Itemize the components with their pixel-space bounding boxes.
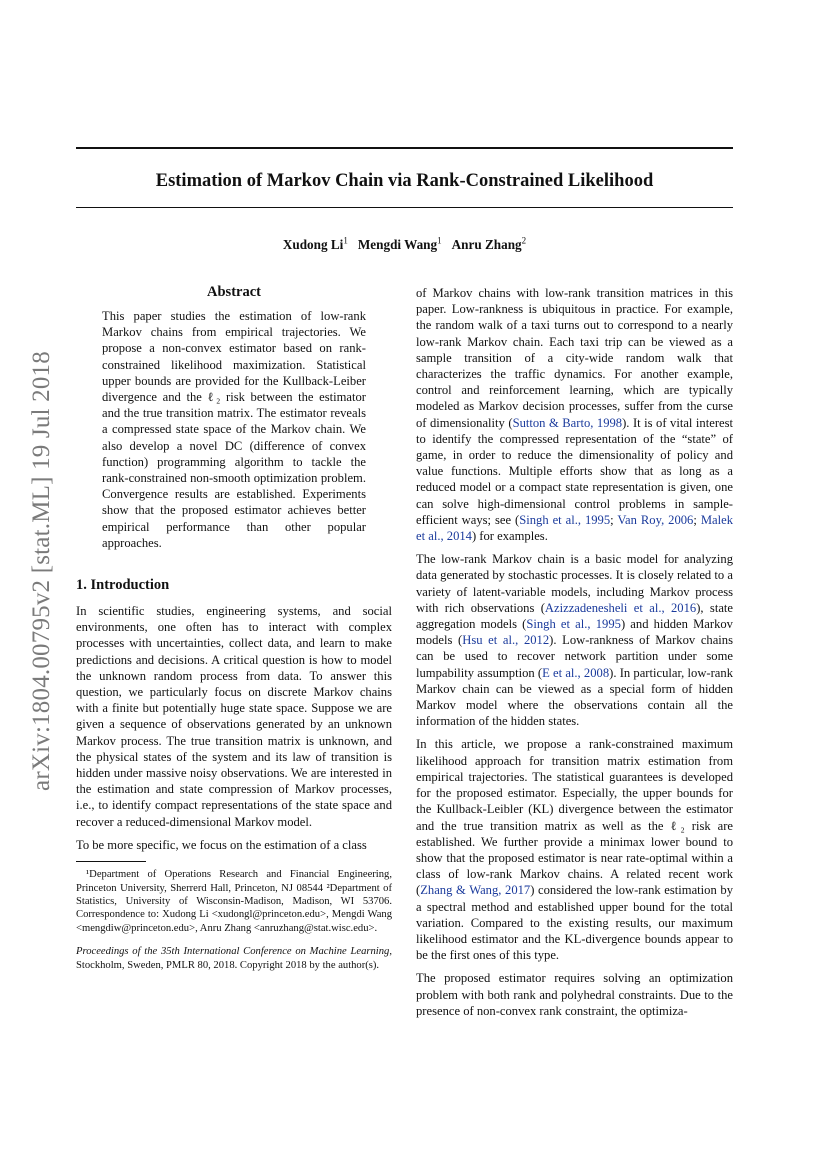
introduction-heading: 1. Introduction (76, 577, 170, 594)
body-paragraph (416, 285, 733, 544)
right-column (416, 285, 733, 1026)
text-run: In this article, we propose a rank-constrained maximum likelihood approach for transition matrix estimation from empirical trajectories. The statistical guarantees is developed for the proposed estimator. Especially, the upper bounds for the Kullback-Leibler (KL) divergence between the estimator and the true transition matrix as well as the ℓ₂ risk are established. We further provide a minimax lower bound to show that the proposed estimator is near rate-optimal within a class of low-rank Markov chains. A related recent work ( (416, 737, 733, 898)
abstract-heading: Abstract (207, 284, 261, 300)
footnote-rule (76, 861, 146, 862)
proceedings-note (76, 945, 392, 972)
title-rule-bottom (76, 207, 733, 208)
author-list (76, 236, 733, 254)
citation-link[interactable]: Van Roy, 2006 (617, 512, 694, 527)
citation-link[interactable]: Azizzadenesheli et al., 2016 (544, 600, 697, 615)
text-run: ) considered the low-rank estimation by a spectral method and established upper bound for the total variation. Compared to the existing results, our maximum likelihood estimator and the KL-divergence bounds appear to be the first ones of this type. (416, 883, 733, 963)
author-name: Mengdi Wang (357, 237, 438, 252)
intro-paragraph: To be more specific, we focus on the estimation of a class (76, 837, 367, 852)
text-run: ; (693, 512, 701, 527)
paper-title: Estimation of Markov Chain via Rank-Constrained Likelihood (155, 171, 654, 191)
body-paragraph: The proposed estimator requires solving an optimization problem with both rank and polyhedral constraints. Due to the presence of non-convex rank constraint, the optimiza- (416, 971, 733, 1018)
text-run: ) and hidden Markov models ( (416, 617, 733, 648)
text-run: ). It is of vital interest to identify the compressed representation of the “state” of game, in order to reduce the dimensionality of policy and value functions. Multiple efforts show that as long as a reduced model or a compact state representation is given, one can solve high-dimensional control problems in sample-efficient ways; see ( (416, 415, 734, 527)
author-name: Xudong Li (282, 237, 344, 252)
text-run: ). In particular, low-rank Markov chain can be viewed as a special form of hidden Markov model where the observations contain all the information of the hidden states. (416, 665, 733, 729)
intro-paragraph: In scientific studies, engineering systems, and social environments, one often has to interact with complex processes with uncertainties, collect data, and learn to make predictions and decisions. A critical question is how to model the unknown random process from data. To answer this question, we particularly focus on discrete Markov chains with a finite but potentially huge state space. Suppose we are given a sequence of observations generated by an unknown Markov process. The true transition matrix is unknown, and the physical states of the system and its law of transition is hidden under massive noisy observations. We are interested in the estimation and state compression of Markov processes, i.e., to identify compact representations of the state space and recover a reduced-dimensional Markov model. (76, 604, 392, 829)
affiliation-mark: 2 (521, 235, 527, 246)
citation-link[interactable]: Singh et al., 1995 (519, 512, 611, 527)
author-name: Anru Zhang (451, 237, 522, 252)
body-paragraph (416, 551, 733, 729)
abstract-text: This paper studies the estimation of low-rank Markov chains from empirical trajectories. We propose a non-convex estimator based on rank-constrained likelihood maximization. Statistical upper bounds are provided for the Kullback-Leiber divergence and the ℓ₂ risk between the estimator and the true transition matrix. The estimator reveals a compressed state space of the Markov chain. We also develop a novel DC (difference of convex function) programming algorithm to tackle the rank-constrained non-smooth optimization problem. Convergence results are established. Experiments show that the proposed estimator achieves better empirical performance than other popular approaches. (102, 309, 366, 550)
text-run: of Markov chains with low-rank transition matrices in this paper. Low-rankness is ubiquitous in practice. For example, the random walk of a taxi turns out to correspond to a nearly low-rank Markov chain. Each taxi trip can be viewed as a sample transition of a city-wide random walk that characterizes the traffic dynamics. For another example, control and reinforcement learning, which are typically modeled as Markov decision processes, suffer from the curse of dimensionality ( (416, 286, 733, 430)
text-run: ) for examples. (471, 529, 548, 544)
title-rule-top (76, 147, 733, 149)
proceedings-details: , Stockholm, Sweden, PMLR 80, 2018. Copyright 2018 by the author(s). (76, 946, 392, 971)
citation-link[interactable]: Sutton & Barto, 1998 (512, 415, 623, 430)
citation-link[interactable]: Zhang & Wang, 2017 (420, 883, 531, 898)
affiliations-footnote: ¹Department of Operations Research and Financial Engineering, Princeton University, Sherrerd Hall, Princeton, NJ 08544 ²Department of Statistics, University of Wisconsin-Madison, Madison, WI 53706. Correspondence to: Xudong Li <xudongl@princeton.edu>, Mengdi Wang <mengdiw@princeton.edu>, Anru Zhang <anruzhang@stat.wisc.edu>. (76, 869, 392, 934)
text-run: ), state aggregation models ( (416, 600, 733, 632)
footnotes (76, 868, 392, 972)
affiliation-mark: 1 (343, 235, 348, 246)
text-run: The low-rank Markov chain is a basic model for analyzing data generated by stochastic processes. It is closely related to a variety of latent-variable models, including Markov process with rich observations ( (416, 552, 733, 615)
body-paragraph (416, 736, 733, 963)
affiliation-mark: 1 (437, 235, 442, 246)
citation-link[interactable]: Malek et al., 2014 (416, 512, 733, 544)
citation-link[interactable]: E et al., 2008 (542, 665, 610, 680)
citation-link[interactable]: Hsu et al., 2012 (462, 633, 550, 648)
citation-link[interactable]: Singh et al., 1995 (526, 617, 621, 632)
arxiv-identifier: arXiv:1804.00795v2 [stat.ML] 19 Jul 2018 (28, 351, 55, 791)
text-run: ). Low-rankness of Markov chains can be used to recover network partition under some lumpability assumption ( (416, 633, 733, 680)
left-column (76, 282, 392, 982)
text-run: ; (610, 512, 618, 527)
proceedings-venue: Proceedings of the 35th International Conference on Machine Learning (76, 946, 390, 958)
